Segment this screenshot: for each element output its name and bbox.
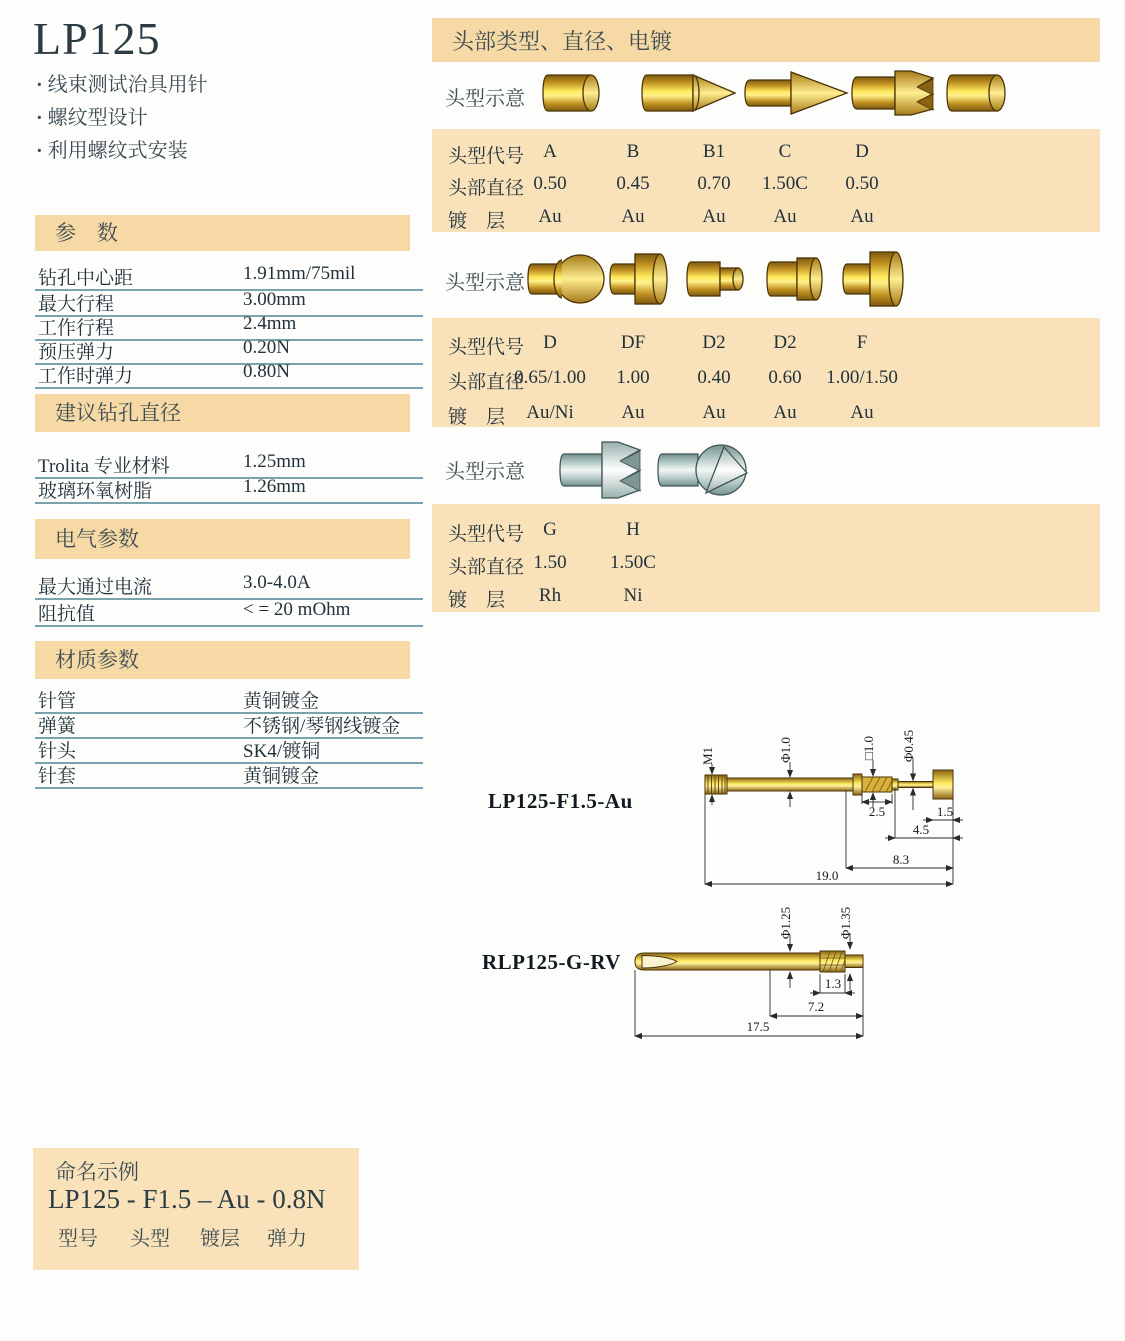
table-row	[35, 736, 423, 764]
pin-head-G-icon	[560, 442, 640, 498]
pin-head-A-icon	[543, 75, 599, 111]
pin-head-B-icon	[642, 75, 735, 111]
dim-72: 7.2	[807, 999, 825, 1014]
row-label: 头部直径	[448, 372, 525, 393]
head-code: D	[855, 141, 869, 162]
row-label: 镀 层	[448, 211, 506, 232]
section-title: 头部类型、直径、电镀	[452, 28, 673, 54]
row-label: 头部直径	[448, 557, 525, 578]
dim-45: 4.5	[912, 822, 930, 837]
dim-total: 19.0	[815, 868, 839, 883]
table-row-code	[432, 519, 1100, 543]
head-plating: Au	[621, 402, 645, 423]
head-code: DF	[620, 332, 646, 353]
table-row-diameter	[432, 552, 1100, 576]
head-diameter: 0.50	[845, 173, 879, 194]
drawing1-lp125-f15-au	[695, 728, 1125, 898]
dim-plunger-sq: □1.0	[861, 735, 876, 761]
head-diameter: 1.00/1.50	[826, 367, 898, 388]
naming-example: LP125 - F1.5 – Au - 0.8N	[48, 1184, 326, 1214]
pin-head-D-icon	[947, 75, 1005, 111]
head-diameter: 1.00	[616, 367, 650, 388]
pin-head-D2-icon	[767, 258, 822, 300]
head-plating: Au	[621, 206, 645, 227]
table-row-plating	[432, 206, 1100, 230]
table-row-plating	[432, 585, 1100, 609]
head-table-3	[432, 504, 1100, 612]
barrel	[727, 778, 853, 791]
naming-example-box	[33, 1148, 359, 1270]
table-row	[35, 761, 423, 789]
row-label: 镀 层	[448, 590, 506, 611]
dim-knurl-dia: Φ1.35	[838, 906, 853, 940]
table-row-code	[432, 332, 1100, 356]
head-code: G	[543, 519, 557, 540]
param-value: 0.20N	[243, 337, 290, 358]
head-diameter: 0.45	[616, 173, 650, 194]
feature-item: · 螺纹型设计	[36, 107, 208, 129]
section-title: 建议钻孔直径	[55, 400, 181, 425]
head-plating: Au	[538, 206, 562, 227]
row-label: 头型代号	[448, 337, 525, 358]
param-label: 针管	[38, 691, 77, 712]
head-code: F	[856, 332, 868, 353]
param-label: Trolita 专业材料	[38, 456, 170, 477]
dim-83: 8.3	[892, 852, 910, 867]
param-value: 3.00mm	[243, 289, 306, 310]
param-value: 黄铜镀金	[243, 766, 320, 787]
param-label: 工作行程	[38, 318, 115, 339]
head-diameter: 1.50C	[762, 173, 808, 194]
section-header-electrical	[35, 519, 410, 559]
head-diameter: 0.50	[533, 173, 567, 194]
param-value: < = 20 mOhm	[243, 599, 351, 620]
head-diameter: 0.60	[768, 367, 802, 388]
pin-head-H-icon	[658, 445, 747, 495]
head-plating: Au	[702, 206, 726, 227]
head-code: H	[626, 519, 640, 540]
drawing2-rlp125-g-rv	[620, 898, 1120, 1043]
page-title: LP125	[33, 13, 161, 64]
row-label: 头部直径	[448, 178, 525, 199]
param-label: 工作时弹力	[38, 366, 134, 387]
feature-item: · 利用螺纹式安装	[36, 140, 208, 162]
dim-tip-dia: Φ0.45	[901, 729, 916, 763]
section-header-material	[35, 641, 410, 679]
naming-legend-plating: 镀层	[200, 1228, 240, 1250]
param-value: 1.25mm	[243, 451, 306, 472]
param-value: 2.4mm	[243, 313, 297, 334]
head-table-2	[432, 318, 1100, 427]
drawing1-label: LP125-F1.5-Au	[488, 789, 633, 813]
mount-cap	[933, 770, 953, 799]
section-header-head-types	[432, 18, 1100, 62]
head-plating: Au/Ni	[526, 402, 574, 423]
section-title: 材质参数	[55, 647, 139, 672]
table-row	[35, 572, 423, 600]
illustration-label: 头型示意	[445, 272, 525, 294]
table-row-plating	[432, 402, 1100, 426]
head-plating: Au	[773, 402, 797, 423]
head-plating: Au	[702, 402, 726, 423]
drawing2-label: RLP125-G-RV	[482, 950, 621, 974]
naming-legend-head: 头型	[130, 1228, 170, 1250]
table-row	[35, 711, 423, 739]
row-label: 头型代号	[448, 524, 525, 545]
section-title: 电气参数	[55, 526, 139, 551]
head-plating: Rh	[538, 585, 562, 606]
dim-thread: M1	[700, 746, 715, 766]
table-row-diameter	[432, 173, 1100, 197]
head-plating: Au	[850, 206, 874, 227]
param-value: SK4/镀铜	[243, 741, 321, 762]
pin-head-F-icon	[843, 252, 903, 306]
naming-header: 命名示例	[55, 1160, 139, 1184]
pin-heads-row3-illustration	[540, 438, 780, 504]
feature-item: · 线束测试治具用针	[36, 74, 208, 96]
section-header-params	[35, 215, 410, 251]
head-diameter: 1.50	[533, 552, 567, 573]
row-label: 头型代号	[448, 146, 525, 167]
dim-knurl-len: 1.3	[824, 976, 842, 991]
table-row	[35, 599, 423, 627]
pin-head-D-dome-icon	[528, 255, 604, 303]
param-label: 针头	[38, 741, 77, 762]
tip-rod	[898, 782, 933, 788]
pin-head-C-icon	[852, 71, 933, 115]
table-row	[35, 361, 423, 389]
param-label: 钻孔中心距	[38, 268, 134, 289]
param-value: 黄铜镀金	[243, 691, 320, 712]
param-value: 1.91mm/75mil	[243, 263, 356, 284]
param-value: 3.0-4.0A	[243, 572, 311, 593]
table-row-code	[432, 141, 1100, 165]
param-label: 最大行程	[38, 294, 115, 315]
head-diameter: 0.40	[697, 367, 731, 388]
head-code: D2	[773, 332, 797, 353]
table-row	[35, 686, 423, 714]
table-row-diameter	[432, 367, 1100, 391]
param-label: 弹簧	[38, 716, 77, 737]
head-diameter: 0.70	[697, 173, 731, 194]
param-label: 预压弹力	[38, 342, 115, 363]
dim-total: 17.5	[746, 1019, 770, 1034]
dim-cap-len: 1.5	[936, 804, 954, 819]
section-title: 参 数	[55, 220, 118, 245]
table-row	[35, 476, 423, 504]
head-code: D	[543, 332, 557, 353]
dim-barrel-dia: Φ1.0	[778, 737, 793, 763]
param-value: 1.26mm	[243, 476, 306, 497]
head-code: B1	[702, 141, 726, 162]
naming-legend-model: 型号	[58, 1228, 98, 1250]
param-value: 不锈钢/琴钢线镀金	[243, 716, 401, 737]
pin-heads-row1-illustration	[535, 66, 1095, 124]
head-code: A	[543, 141, 557, 162]
param-label: 最大通过电流	[38, 577, 153, 598]
pin-head-D2-small-icon	[687, 262, 743, 296]
head-diameter: 1.50C	[610, 552, 656, 573]
feature-list	[36, 74, 208, 173]
pin-head-DF-icon	[610, 254, 667, 304]
head-diameter: 0.65/1.00	[514, 367, 586, 388]
pin-heads-row2-illustration	[520, 246, 1080, 312]
row-label: 镀 层	[448, 407, 506, 428]
illustration-label: 头型示意	[445, 88, 525, 110]
illustration-label: 头型示意	[445, 461, 525, 483]
table-row	[35, 263, 423, 291]
collar	[853, 774, 862, 795]
head-plating: Au	[850, 402, 874, 423]
head-table-1	[432, 129, 1100, 232]
head-code: C	[778, 141, 792, 162]
head-code: D2	[702, 332, 726, 353]
dim-tube-dia: Φ1.25	[778, 906, 793, 940]
naming-legend-force: 弹力	[267, 1228, 307, 1250]
param-label: 阻抗值	[38, 604, 96, 625]
param-value: 0.80N	[243, 361, 290, 382]
pin-head-B1-icon	[745, 72, 847, 114]
head-plating: Au	[773, 206, 797, 227]
dim-plunger-len: 2.5	[868, 804, 886, 819]
param-label: 玻璃环氧树脂	[38, 481, 153, 502]
param-label: 针套	[38, 766, 77, 787]
tail-tip	[845, 955, 863, 968]
section-header-drill	[35, 394, 410, 432]
table-row	[35, 451, 423, 479]
head-plating: Ni	[623, 585, 643, 606]
head-code: B	[626, 141, 640, 162]
